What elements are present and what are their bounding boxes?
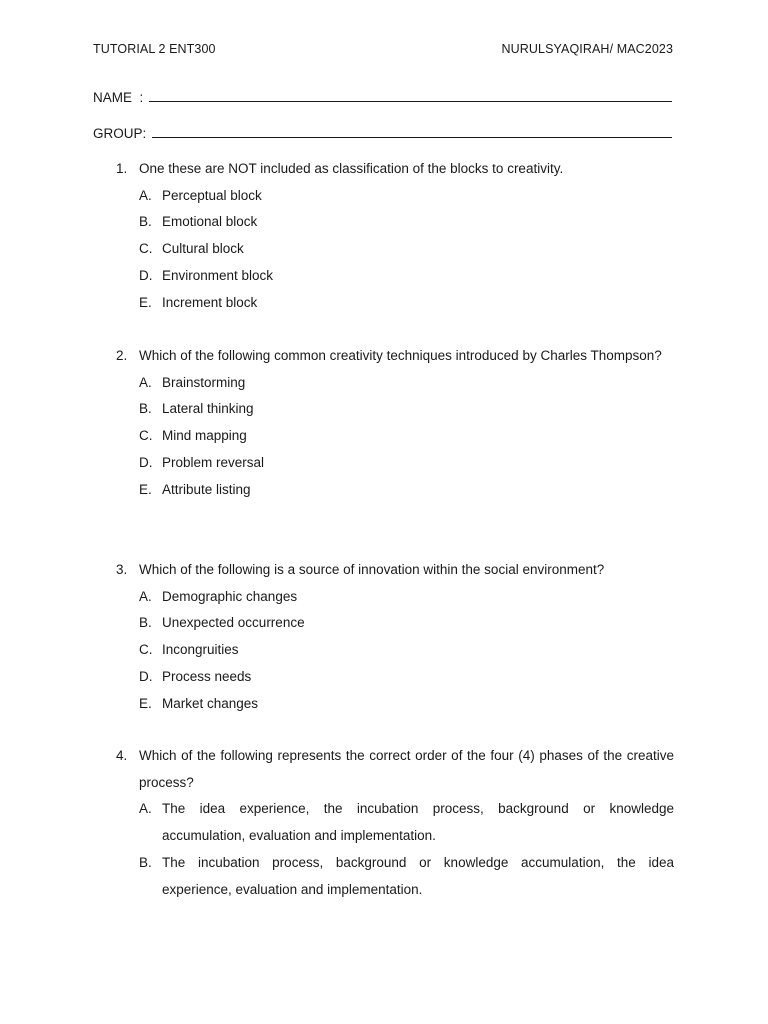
option-text: Brainstorming [162,374,246,390]
answer-options [139,183,674,317]
answer-option[interactable] [139,477,674,504]
answer-options [139,584,674,718]
option-letter: E. [139,481,152,497]
option-letter: D. [139,267,153,283]
option-text: Emotional block [162,214,258,230]
option-text: The idea experience, the incubation process, background or knowledge accumulation, evaluation and implementation. [162,801,674,844]
question-text: Which of the following common creativity techniques introduced by Charles Thompson? [139,348,662,363]
question-2 [116,343,674,503]
answer-option[interactable] [139,796,674,849]
option-text: Increment block [162,294,258,310]
question-1 [116,156,674,316]
option-letter: A. [139,588,152,604]
option-letter: C. [139,428,153,444]
option-text: Environment block [162,267,274,283]
answer-option[interactable] [139,263,674,290]
option-letter: C. [139,241,153,257]
group-blank-line[interactable] [152,137,672,138]
answer-option[interactable] [139,183,674,210]
group-label: GROUP: [93,126,151,141]
answer-option[interactable] [139,450,674,477]
option-text: Perceptual block [162,187,262,203]
option-letter: A. [139,187,152,203]
option-letter: B. [139,854,152,870]
option-text: Mind mapping [162,428,247,444]
option-text: Demographic changes [162,588,298,604]
answer-option[interactable] [139,209,674,236]
header-course: TUTORIAL 2 ENT300 [93,42,216,56]
question-number: 1. [116,161,128,176]
answer-option[interactable] [139,370,674,397]
option-text: Problem reversal [162,454,265,470]
option-text: Cultural block [162,241,244,257]
answer-option[interactable] [139,637,674,664]
option-letter: A. [139,374,152,390]
question-4 [116,743,674,903]
question-number: 2. [116,348,128,363]
name-label: NAME : [93,90,148,105]
answer-option[interactable] [139,664,674,691]
name-field[interactable] [93,87,672,105]
option-text: Lateral thinking [162,401,254,417]
option-text: Process needs [162,668,252,684]
header-author: NURULSYAQIRAH/ MAC2023 [501,42,673,56]
answer-option[interactable] [139,290,674,317]
option-letter: B. [139,214,152,230]
option-letter: D. [139,454,153,470]
answer-options [139,370,674,504]
answer-option[interactable] [139,850,674,903]
option-text: Market changes [162,695,259,711]
answer-option[interactable] [139,236,674,263]
question-text: Which of the following is a source of innovation within the social environment? [139,562,605,577]
option-text: Attribute listing [162,481,251,497]
answer-option[interactable] [139,584,674,611]
group-field[interactable] [93,123,672,141]
option-letter: B. [139,615,152,631]
answer-option[interactable] [139,691,674,718]
question-text: One these are NOT included as classification of the blocks to creativity. [139,161,564,176]
answer-options [139,796,674,903]
name-blank-line[interactable] [149,101,672,102]
option-letter: C. [139,642,153,658]
option-text: Unexpected occurrence [162,615,305,631]
option-letter: E. [139,294,152,310]
option-letter: D. [139,668,153,684]
option-letter: A. [139,801,152,817]
answer-option[interactable] [139,396,674,423]
option-letter: B. [139,401,152,417]
question-3 [116,557,674,717]
answer-option[interactable] [139,423,674,450]
question-number: 4. [116,748,128,763]
option-text: The incubation process, background or knowledge accumulation, the idea experience, evaluation and implementation. [162,854,674,897]
answer-option[interactable] [139,610,674,637]
question-text: Which of the following represents the correct order of the four (4) phases of the creative process? [139,748,674,790]
page-header [93,42,673,56]
option-text: Incongruities [162,642,239,658]
question-number: 3. [116,562,128,577]
option-letter: E. [139,695,152,711]
